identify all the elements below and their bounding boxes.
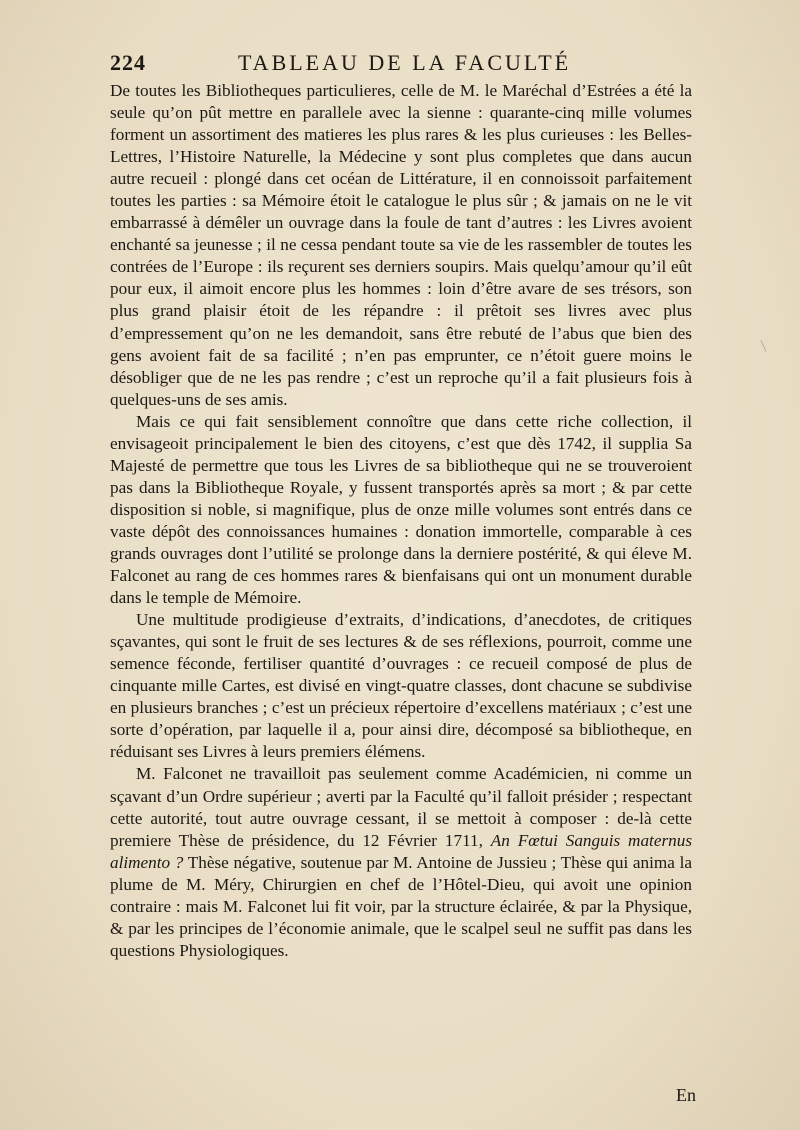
paragraph-3-text: Une multitude prodigieuse d’extraits, d’indications, d’anecdotes, de critiques sçavantes, qui sont le fruit de ses lectures & de ses réflexions, pourroit, comme une semence féconde, fertiliser quantité d’ouvrages : ce recueil composé de plus de cinquante mille Cartes, est divisé en vingt-quatre classes, dont chacune se subdivise en plusieurs branches ; c’est un précieux répertoire d’excellens matériaux ; c’est une sorte d’opération, par laquelle il a, pour ainsi dire, décomposé sa bibliotheque, en réduisant ses Livres à leurs premiers élémens. xyxy=(110,610,692,762)
paragraph-4 xyxy=(110,763,692,961)
paragraph-2-text: Mais ce qui fait sensiblement connoître que dans cette riche collection, il envisageoit principalement le bien des citoyens, c’est que dès 1742, il supplia Sa Majesté de permettre que tous les Livres de sa bibliotheque qui ne se trouveroient pas dans la Bibliotheque Royale, y fussent transportés après sa mort ; & par cette disposition si noble, si magnifique, plus de onze mille volumes sont entrés dans ce vaste dépôt des connoissances humaines : donation immortelle, comparable à ces grands ouvrages dont l’utilité se prolonge dans la derniere postérité, & qui éleve M. Falconet au rang de ces hommes rares & bienfaisans qui ont un monument durable dans le temple de Mémoire. xyxy=(110,411,692,608)
paper-mark xyxy=(761,340,767,351)
page-header xyxy=(110,50,670,84)
page-number: 224 xyxy=(110,50,146,75)
body-text xyxy=(110,80,692,962)
paragraph-1-text: De toutes les Bibliotheques particulieres, celle de M. le Maréchal d’Estrées a été la seule qu’on pût mettre en parallele avec la sienne : quarante-cinq mille volumes forment un assortiment des matieres les plus rares & les plus curieuses : les Belles-Lettres, l’Histoire Naturelle, la Médecine y sont plus completes que dans aucun autre recueil : plongé dans cet océan de Littérature, il en connoissoit parfaitement toutes les parties : sa Mémoire étoit le catalogue le plus sûr ; & jamais on ne le vit embarrassé à démêler un ouvrage dans la foule de tant d’autres : les Livres avoient enchanté sa jeunesse ; il ne cessa pendant toute sa vie de les rassembler de toutes les contrées de l’Europe : ils reçurent ses derniers soupirs. Mais quelqu’amour qu’il eût pour eux, il aimoit encore plus les hommes : loin d’être avare de ses trésors, son plus grand plaisir étoit de les répandre : il prêtoit ses livres avec plus d’empressement qu’on ne les demandoit, sans être rebuté de l’abus que bien des gens avoient fait de sa facilité ; n’en pas emprunter, ce n’étoit guere moins le désobliger que de ne les pas rendre ; c’est un reproche qu’il a fait plusieurs fois à quelques-uns de ses amis. xyxy=(110,81,692,409)
paragraph-4-text-start: M. Falconet ne travailloit pas seulement comme Académicien, ni comme un sçavant d’un Ordre supérieur ; averti par la Faculté qu’il falloit présider ; respectant cette autorité, tout autre ouvrage cessant, il se mettoit à composer : de-là cette premiere Thèse de présidence, du 12 Février 1711, xyxy=(110,764,692,850)
paragraph-2 xyxy=(110,411,692,609)
paragraph-3 xyxy=(110,609,692,763)
catchword: En xyxy=(676,1085,696,1105)
running-head: TABLEAU DE LA FACULTÉ xyxy=(238,50,572,75)
paragraph-1 xyxy=(110,80,692,411)
thesis-title: An Fœtui Sanguis maternus alimento ? xyxy=(110,830,693,872)
paragraph-4-text-end: Thèse négative, soutenue par M. Antoine de Jussieu ; Thèse qui anima la plume de M. Méry, Chirurgien en chef de l’Hôtel-Dieu, qui avoit une opinion contraire : mais M. Falconet lui fit voir, par la structure éclairée, & par la Physique, & par les principes de l’économie animale, que le scalpel seul ne suffit pas dans les questions Physiologiques. xyxy=(110,852,692,960)
